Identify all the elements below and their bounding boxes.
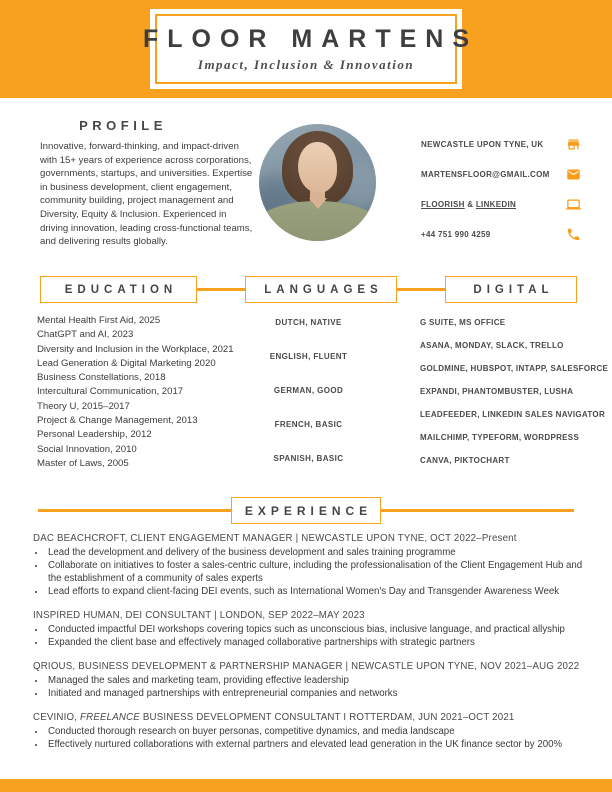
bullet-item: • Conducted thorough research on buyer personas, competitive dynamics, and media landscape (46, 725, 583, 738)
contact-section (421, 136, 581, 256)
language-item: DUTCH, NATIVE (275, 318, 342, 327)
language-item: SPANISH, BASIC (273, 454, 344, 463)
tagline: Impact, Inclusion & Innovation (197, 57, 415, 72)
digital-item: LEADFEEDER, LINKEDIN SALES NAVIGATOR (420, 410, 606, 419)
job-heading-italic: FREELANCE (80, 712, 140, 723)
phone-icon (566, 227, 581, 242)
storefront-icon (566, 137, 581, 152)
education-item: Social Innovation, 2010 (37, 443, 137, 455)
profile-photo (259, 124, 376, 241)
photo-face (298, 142, 338, 193)
name-box-border (142, 14, 479, 84)
contact-row-email (421, 166, 581, 182)
job-bullet-list (33, 725, 583, 751)
bullet-item: • Expanded the client base and effectively managed collaborative partnerships with strategic partners (46, 636, 583, 649)
job-heading-text: INSPIRED HUMAN, DEI CONSULTANT | LONDON, SEP 2022–MAY 2023 (33, 610, 365, 621)
linkedin-link[interactable]: LINKEDIN (475, 199, 517, 209)
digital-list (420, 318, 609, 479)
language-item: ENGLISH, FLUENT (269, 352, 348, 361)
experience-connector-line (381, 509, 574, 512)
phone-text: +44 751 990 4259 (421, 229, 491, 239)
job-entry (33, 610, 583, 649)
digital-item: EXPANDI, PHANTOMBUSTER, LUSHA (420, 387, 574, 396)
floorish-link[interactable]: FLOORISH (421, 199, 465, 209)
experience-divider (38, 497, 574, 524)
education-section-title: EDUCATION (40, 276, 197, 303)
profile-heading: PROFILE (79, 118, 167, 133)
job-heading (33, 712, 583, 723)
education-item: Personal Leadership, 2012 (37, 429, 152, 441)
job-heading-text: CEVINIO, (33, 712, 81, 723)
education-item: Theory U, 2015–2017 (37, 400, 130, 412)
education-item: Master of Laws, 2005 (37, 457, 129, 469)
link-separator: & (467, 199, 474, 209)
language-item: GERMAN, GOOD (273, 386, 344, 395)
contact-row-links (421, 196, 581, 212)
bullet-item: • Effectively nurtured collaborations with external partners and elevated lead generation in the UK finance sector by 200% (46, 738, 583, 751)
bullet-item: • Conducted impactful DEI workshops covering topics such as unconscious bias, inclusive language, and practical allyship (46, 623, 583, 636)
languages-list (233, 318, 384, 488)
bullet-item: • Lead the development and delivery of the business development and sales training programme (46, 546, 583, 559)
job-bullet-list (33, 674, 583, 700)
digital-item: ASANA, MONDAY, SLACK, TRELLO (420, 341, 564, 350)
bullet-item: • Collaborate on initiatives to foster a sales-centric culture, including the professionalisation of the Client Engagement Hub and the establishment of a community of sales experts (46, 559, 583, 585)
job-heading (33, 610, 583, 621)
section-connector-line (197, 288, 245, 291)
photo-vneck (309, 198, 327, 209)
job-heading (33, 661, 583, 672)
job-heading-text: DAC BEACHCROFT, CLIENT ENGAGEMENT MANAGER | NEWCASTLE UPON TYNE, OCT 2022–Present (33, 533, 517, 544)
digital-section-title: DIGITAL (445, 276, 577, 303)
section-header-row (40, 276, 577, 303)
experience-section-title: EXPERIENCE (231, 497, 381, 524)
job-entry (33, 533, 583, 598)
digital-item: CANVA, PIKTOCHART (420, 456, 510, 465)
laptop-icon (566, 197, 581, 212)
education-item: Mental Health First Aid, 2025 (37, 315, 161, 326)
job-heading-text: QRIOUS, BUSINESS DEVELOPMENT & PARTNERSHIP MANAGER | NEWCASTLE UPON TYNE, NOV 2021–AUG 2022 (33, 661, 580, 672)
education-item: Business Constellations, 2018 (37, 372, 166, 384)
location-text: NEWCASTLE UPON TYNE, UK (421, 139, 544, 149)
email-text: MARTENSFLOOR@GMAIL.COM (421, 169, 550, 179)
bullet-item: • Initiated and managed partnerships with entrepreneurial companies and networks (46, 687, 583, 700)
person-name: FLOOR MARTENS (142, 25, 479, 53)
education-item: ChatGPT and AI, 2023 (37, 329, 134, 341)
contact-row-phone (421, 226, 581, 242)
digital-item: MAILCHIMP, TYPEFORM, WORDPRESS (420, 433, 580, 442)
mail-icon (566, 167, 581, 182)
profile-text: Innovative, forward-thinking, and impact-driven with 15+ years of experience across corporations, governments, startups, and universities. Expertise in business development, client engagement, community building, project management and Diversity, Equity & Inclusion. Experienced in driving innovation, leading cross-functional teams, and delivering results globally. (40, 141, 253, 248)
job-entry (33, 661, 583, 700)
digital-item: GOLDMINE, HUBSPOT, INTAPP, SALESFORCE (420, 364, 609, 373)
languages-section-title: LANGUAGES (245, 276, 397, 303)
contact-row-location (421, 136, 581, 152)
education-item: Project & Change Management, 2013 (37, 415, 198, 427)
bullet-item: • Lead efforts to expand client-facing DEI events, such as International Women's Day and Transgender Awareness Week (46, 585, 583, 598)
education-list (37, 314, 252, 471)
education-item: Intercultural Communication, 2017 (37, 386, 184, 398)
experience-connector-line (38, 509, 231, 512)
job-heading-text: BUSINESS DEVELOPMENT CONSULTANT I ROTTERDAM, JUN 2021–OCT 2021 (139, 712, 515, 723)
job-bullet-list (33, 623, 583, 649)
digital-item: G SUITE, MS OFFICE (420, 318, 506, 327)
job-entry (33, 712, 583, 751)
name-box (142, 9, 479, 89)
education-item: Lead Generation & Digital Marketing 2020 (37, 357, 216, 369)
section-connector-line (397, 288, 445, 291)
job-heading (33, 533, 583, 544)
footer-band (0, 779, 612, 792)
header-band (0, 0, 612, 98)
education-item: Diversity and Inclusion in the Workplace, 2021 (37, 343, 234, 355)
language-item: FRENCH, BASIC (274, 420, 343, 429)
web-links (421, 200, 516, 209)
experience-section (33, 533, 583, 763)
bullet-item: • Managed the sales and marketing team, providing effective leadership (46, 674, 583, 687)
job-bullet-list (33, 546, 583, 598)
